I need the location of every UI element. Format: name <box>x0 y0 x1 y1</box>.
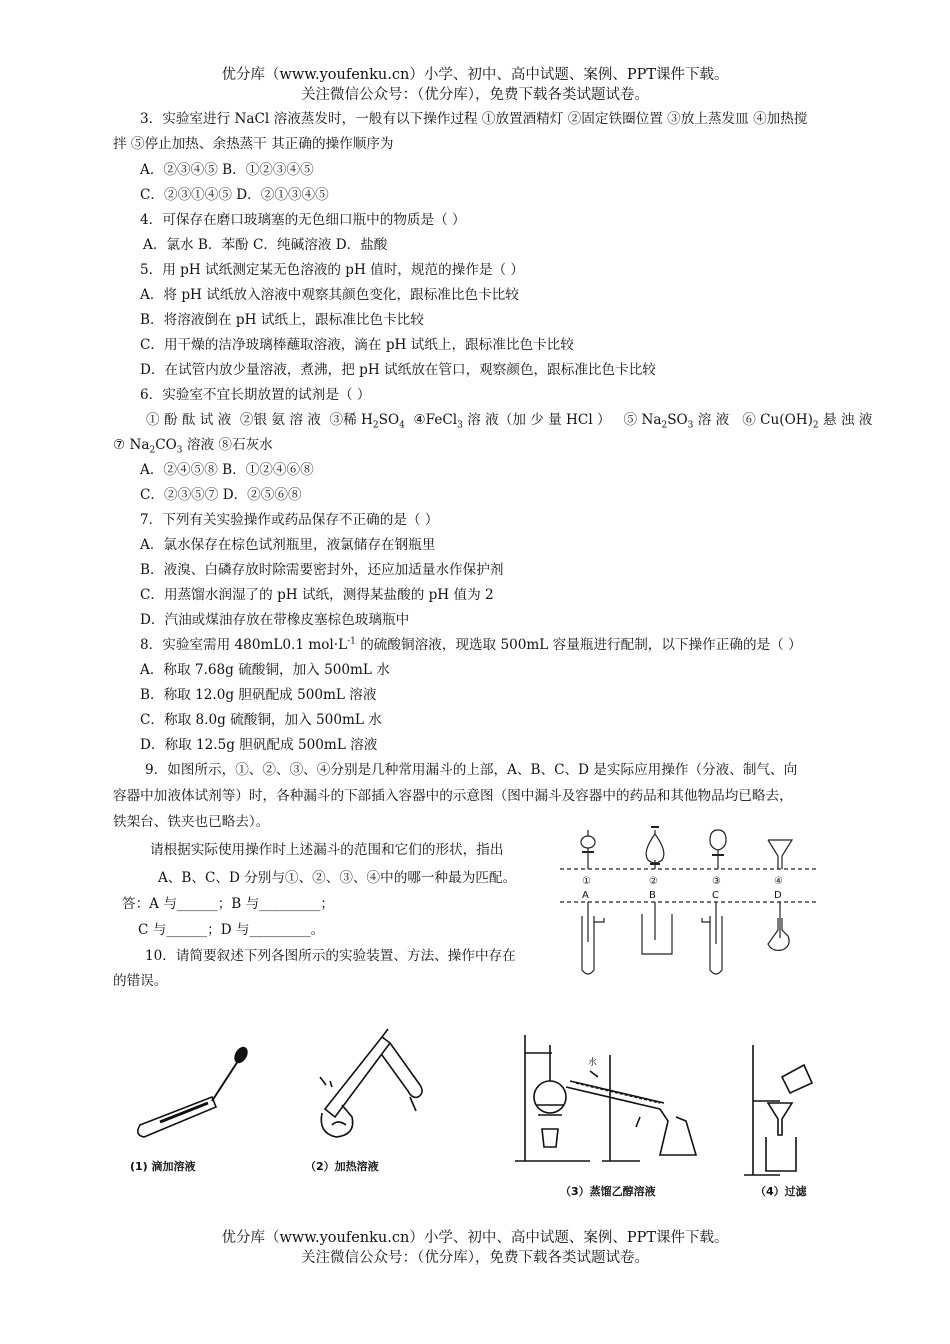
q10-stem-line1: 10．请简要叙述下列各图所示的实验装置、方法、操作中存在 <box>145 948 516 964</box>
q5-stem: 5．用 pH 试纸测定某无色溶液的 pH 值时，规范的操作是（ ） <box>140 262 525 278</box>
q8-option-d: D．称取 12.5g 胆矾配成 500mL 溶液 <box>140 737 378 753</box>
q9-answer-cd: C 与______；D 与_________。 <box>138 922 325 938</box>
q9-answer-ab: 答：A 与______；B 与_________； <box>122 896 334 912</box>
funnel-4-simple-icon <box>768 840 792 869</box>
fig4-caption: （4）过滤 <box>755 1185 807 1198</box>
q9-stem-line1: 9．如图所示，①、②、③、④分别是几种常用漏斗的上部，A、B、C、D 是实际应用操作（分液、制气、向 <box>145 762 798 778</box>
q6-items-row1: ① 酚 酞 试 液 ②银 氨 溶 液 ③稀 $H_2SO_4$ ④FeCl$_3$ 溶 液（加 少 量 HCl ） ⑤ $Na_2SO_3$ 溶 液 ⑥ $Cu(OH)_2$ 悬 浊 液 <box>146 412 873 431</box>
q6-stem: 6．实验室不宜长期放置的试剂是（ ） <box>140 387 371 403</box>
q4-options: A．氯水 B．苯酚 C．纯碱溶液 D．盐酸 <box>143 237 388 253</box>
page-footer-line2: 关注微信公众号：（优分库），免费下载各类试题试卷。 <box>301 1250 649 1266</box>
vessel-label-d: D <box>774 890 782 901</box>
q7-option-b: B．液溴、白磷存放时除需要密封外，还应加适量水作保护剂 <box>140 562 504 578</box>
q6-options-row1: A．②④⑤⑧ B．①②④⑥⑧ <box>140 462 314 478</box>
funnel-label-3: ③ <box>712 876 721 887</box>
q10-stem-line2: 的错误。 <box>113 973 168 989</box>
q5-option-c: C．用干燥的洁净玻璃棒蘸取溶液，滴在 pH 试纸上，跟标准比色卡比较 <box>140 337 574 353</box>
q7-option-d: D．汽油或煤油存放在带橡皮塞棕色玻璃瓶中 <box>140 612 410 628</box>
funnel-3-bulb-icon <box>710 830 726 850</box>
page-header-line2: 关注微信公众号：（优分库），免费下载各类试题试卷。 <box>301 87 649 103</box>
q8-stem: 8．实验室需用 480mL0.1 $mol\cdot L^{-1}$ 的硫酸铜溶液，现选取 500mL 容量瓶进行配制，以下操作正确的是（ ） <box>140 636 802 653</box>
q3-options-row2: C．②③①④⑤ D．②①③④⑤ <box>140 187 329 203</box>
experiment-figures <box>120 1025 820 1205</box>
q4-stem: 4．可保存在磨口玻璃塞的无色细口瓶中的物质是（ ） <box>140 212 466 228</box>
q9-stem-line5: A、B、C、D 分别与①、②、③、④中的哪一种最为匹配。 <box>158 870 517 886</box>
funnel-1-bulb-icon <box>581 836 595 848</box>
q8-option-a: A．称取 7.68g 硫酸铜，加入 500mL 水 <box>140 662 390 678</box>
fig3-water-note: 水 <box>588 1058 598 1068</box>
q5-option-a: A．将 pH 试纸放入溶液中观察其颜色变化，跟标准比色卡比较 <box>140 287 519 303</box>
q5-option-b: B．将溶液倒在 pH 试纸上，跟标准比色卡比较 <box>140 312 424 328</box>
q6-options-row2: C．②③⑤⑦ D．②⑤⑥⑧ <box>140 487 302 503</box>
page-header-line1: 优分库（www.youfenku.cn）小学、初中、高中试题、案例、PPT课件下载。 <box>221 67 729 83</box>
funnel-label-4: ④ <box>774 876 783 887</box>
q3-stem-line2: 拌 ⑤停止加热、余热蒸干 其正确的操作顺序为 <box>113 136 394 152</box>
vessel-label-c: C <box>712 890 719 901</box>
vessel-d-flask-icon <box>768 918 789 950</box>
fig3-caption: （3）蒸馏乙醇溶液 <box>560 1185 656 1198</box>
funnel-label-1: ① <box>582 876 591 887</box>
vessel-label-b: B <box>649 890 656 901</box>
fig3-distillation-icon <box>515 1035 696 1161</box>
fig2-caption: （2）加热溶液 <box>305 1160 379 1173</box>
q7-option-c: C．用蒸馏水润湿了的 pH 试纸，测得某盐酸的 pH 值为 2 <box>140 587 494 603</box>
funnel-2-separatory-icon <box>646 830 664 863</box>
fig1-dropper-tube-icon <box>138 1046 250 1137</box>
q3-options-row1: A．②③④⑤ B．①②③④⑤ <box>140 162 314 178</box>
q9-stem-line3: 铁架台、铁夹也已略去）。 <box>113 814 270 830</box>
vessel-label-a: A <box>582 890 589 901</box>
q9-stem-line4: 请根据实际使用操作时上述漏斗的范围和它们的形状，指出 <box>150 842 504 858</box>
vessel-b-beaker-icon <box>642 914 672 954</box>
fig1-caption: (1) 滴加溶液 <box>130 1160 196 1173</box>
q7-stem: 7．下列有关实验操作或药品保存不正确的是（ ） <box>140 512 439 528</box>
page-footer-line1: 优分库（www.youfenku.cn）小学、初中、高中试题、案例、PPT课件下载。 <box>221 1230 729 1246</box>
fig2-heating-icon <box>320 1029 422 1137</box>
funnel-figure <box>560 822 820 982</box>
q8-option-b: B．称取 12.0g 胆矾配成 500mL 溶液 <box>140 687 377 703</box>
q9-stem-line2: 容器中加液体试剂等）时，各种漏斗的下部插入容器中的示意图（图中漏斗及容器中的药品和其他物品均已略去， <box>113 788 793 804</box>
q5-option-d: D．在试管内放少量溶液，煮沸，把 pH 试纸放在管口，观察颜色，跟标准比色卡比较 <box>140 362 656 378</box>
q8-option-c: C．称取 8.0g 硫酸铜，加入 500mL 水 <box>140 712 382 728</box>
fig4-filtering-icon <box>744 1045 812 1175</box>
q7-option-a: A．氯水保存在棕色试剂瓶里，液氯储存在钢瓶里 <box>140 537 436 553</box>
funnel-label-2: ② <box>649 876 658 887</box>
q3-stem-line1: 3．实验室进行 NaCl 溶液蒸发时，一般有以下操作过程 ①放置酒精灯 ②固定铁圈位置 ③放上蒸发皿 ④加热搅 <box>140 111 808 127</box>
q6-items-row2: ⑦ $Na_2CO_3$ 溶液 ⑧石灰水 <box>113 437 273 456</box>
